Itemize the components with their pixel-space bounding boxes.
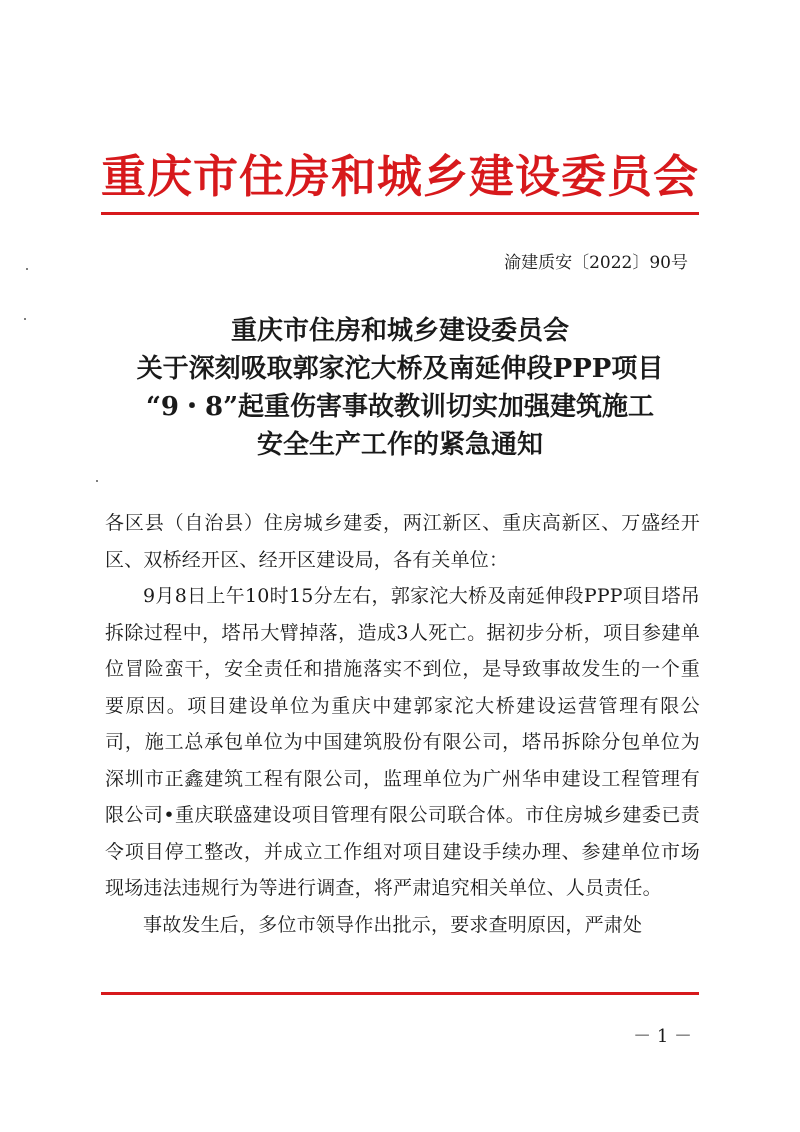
document-number: 渝建质安〔2022〕90号 <box>504 253 688 273</box>
scan-speck <box>24 318 26 320</box>
title-line: 安全生产工作的紧急通知 <box>256 430 543 460</box>
title-line: “9・8”起重伤害事故教训切实加强建筑施工 <box>145 392 655 422</box>
footer-red-rule <box>101 992 699 995</box>
notice-body <box>105 505 700 943</box>
notice-title <box>100 312 700 464</box>
scan-speck <box>26 268 28 270</box>
page-number: － 1 － <box>633 1026 692 1047</box>
body-paragraph: 9月8日上午10时15分左右，郭家沱大桥及南延伸段PPP项目塔吊拆除过程中，塔吊大臂掉落，造成3人死亡。据初步分析，项目参建单位冒险蛮干，安全责任和措施落实不到位，是导致事故发生的一个重要原因。项目建设单位为重庆中建郭家沱大桥建设运营管理有限公司，施工总承包单位为中国建筑股份有限公司，塔吊拆除分包单位为深圳市正鑫建筑工程有限公司，监理单位为广州华申建设工程管理有限公司•重庆联盛建设项目管理有限公司联合体。市住房城乡建委已责令项目停工整改，并成立工作组对项目建设手续办理、参建单位市场现场违法违规行为等进行调查，将严肃追究相关单位、人员责任。 <box>105 585 700 899</box>
title-line: 重庆市住房和城乡建设委员会 <box>230 316 569 346</box>
scan-speck <box>96 480 98 482</box>
masthead-title: 重庆市住房和城乡建设委员会 <box>100 150 699 203</box>
salutation: 各区县（自治县）住房城乡建委，两江新区、重庆高新区、万盛经开区、双桥经开区、经开区建设局，各有关单位： <box>105 512 700 571</box>
body-paragraph: 事故发生后，多位市领导作出批示，要求查明原因，严肃处 <box>143 913 643 936</box>
title-line: 关于深刻吸取郭家沱大桥及南延伸段PPP项目 <box>136 354 664 384</box>
masthead-red-rule <box>101 212 699 215</box>
